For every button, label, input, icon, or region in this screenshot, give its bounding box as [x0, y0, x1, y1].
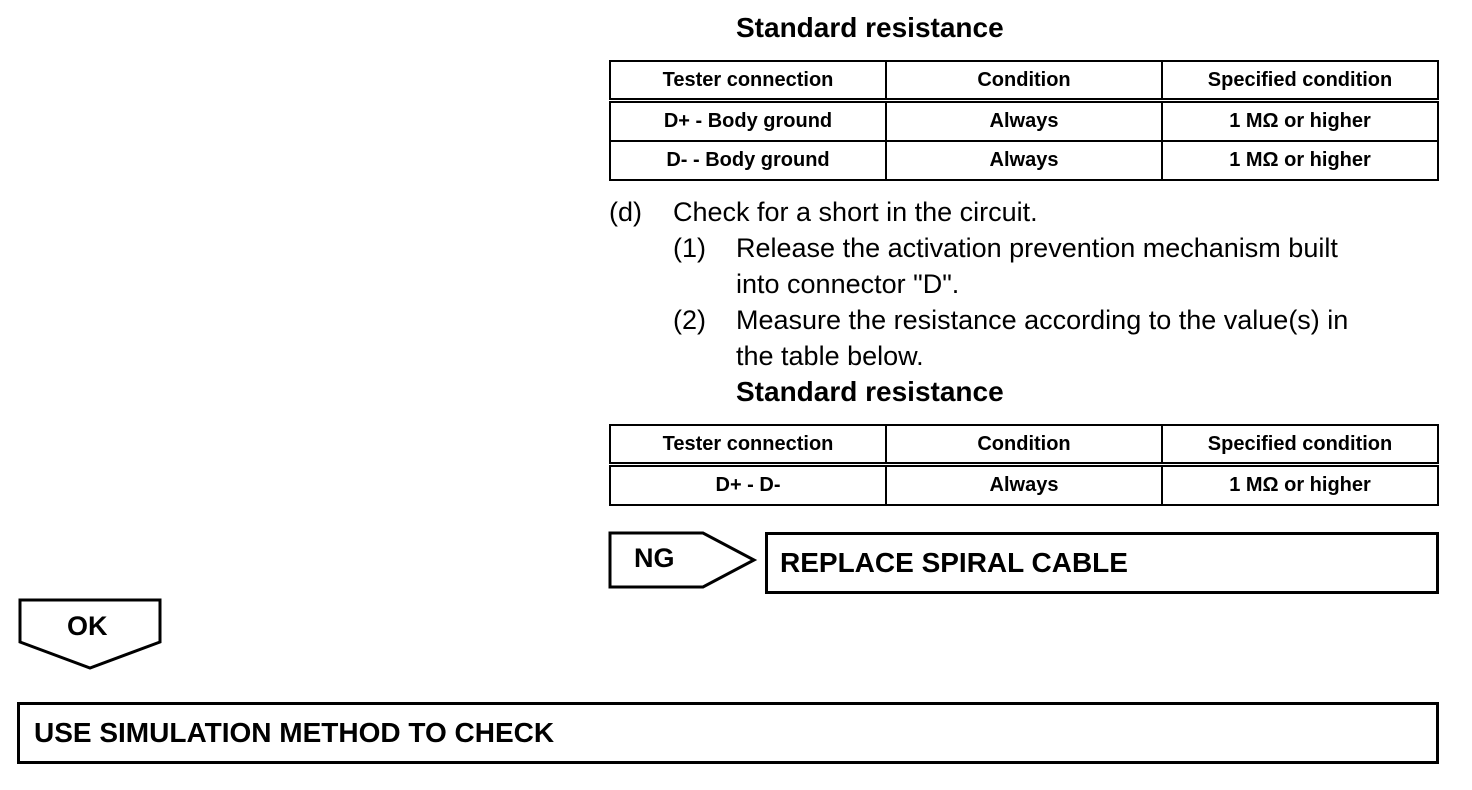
substep-line: Measure the resistance according to the value(s) in — [736, 305, 1349, 335]
ok-action-box — [17, 702, 1439, 764]
substep-marker: (1) — [673, 233, 706, 263]
column-header: Tester connection — [610, 425, 886, 465]
table-cell: 1 MΩ or higher — [1162, 465, 1438, 506]
step-marker: (d) — [609, 197, 642, 227]
column-header: Specified condition — [1162, 61, 1438, 101]
ng-action-box — [765, 532, 1439, 594]
ok-label: OK — [67, 611, 108, 641]
table-header-row — [610, 61, 1438, 101]
substep-line: the table below. — [736, 341, 924, 371]
standard-resistance-table-1 — [609, 60, 1439, 181]
substep-marker: (2) — [673, 305, 706, 335]
table-cell: 1 MΩ or higher — [1162, 141, 1438, 180]
substep-line: into connector "D". — [736, 269, 960, 299]
table2-heading: Standard resistance — [736, 376, 1004, 407]
column-header: Specified condition — [1162, 425, 1438, 465]
table-cell: 1 MΩ or higher — [1162, 101, 1438, 142]
table-header-row — [610, 425, 1438, 465]
ng-label: NG — [634, 543, 675, 573]
ok-action-text: USE SIMULATION METHOD TO CHECK — [34, 717, 555, 748]
column-header: Condition — [886, 61, 1162, 101]
table-row — [610, 141, 1438, 180]
table-cell: Always — [886, 101, 1162, 142]
table-row — [610, 101, 1438, 142]
step-text: Check for a short in the circuit. — [673, 197, 1038, 227]
column-header: Tester connection — [610, 61, 886, 101]
table-cell: D+ - D- — [610, 465, 886, 506]
step-d — [609, 194, 1449, 374]
ng-arrow — [608, 531, 760, 591]
table-cell: D- - Body ground — [610, 141, 886, 180]
column-header: Condition — [886, 425, 1162, 465]
right-arrow-icon — [608, 531, 760, 591]
table1-heading: Standard resistance — [736, 12, 1004, 43]
ng-action-text: REPLACE SPIRAL CABLE — [780, 547, 1128, 578]
table-cell: Always — [886, 141, 1162, 180]
table-cell: Always — [886, 465, 1162, 506]
standard-resistance-table-2 — [609, 424, 1439, 506]
table-cell: D+ - Body ground — [610, 101, 886, 142]
ok-arrow — [18, 598, 164, 672]
substep-line: Release the activation prevention mechanism built — [736, 233, 1338, 263]
table-row — [610, 465, 1438, 506]
